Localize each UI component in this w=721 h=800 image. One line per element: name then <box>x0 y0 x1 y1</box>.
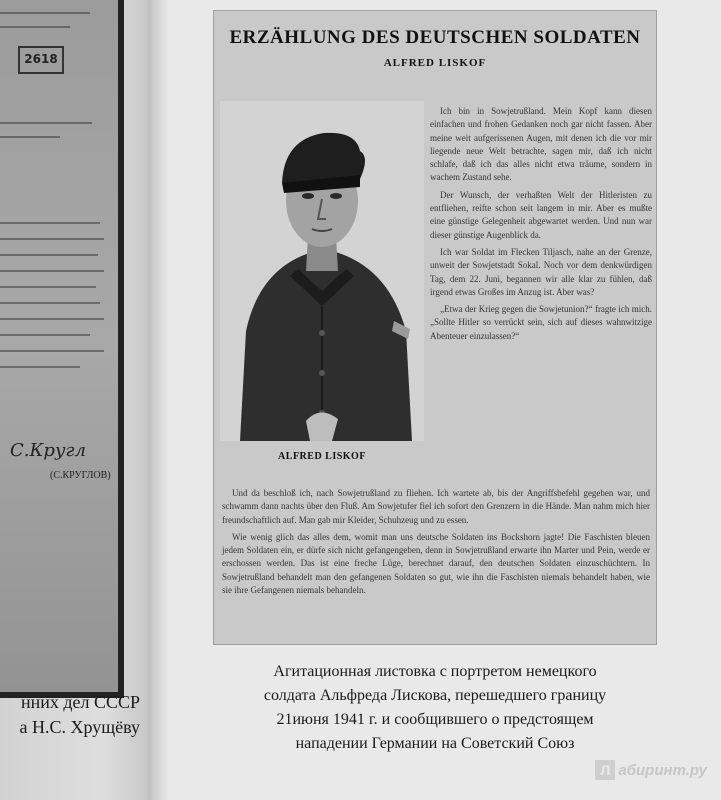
caption-line: солдата Альфреда Лискова, перешедшего границу <box>263 687 607 704</box>
propaganda-leaflet <box>213 10 657 645</box>
soldier-portrait <box>220 101 424 441</box>
labirint-watermark <box>595 760 707 780</box>
document-signature: С.Кругл <box>10 440 86 461</box>
document-stamp: 2618 <box>18 46 64 74</box>
leaflet-column-text <box>430 105 652 347</box>
leaflet-subtitle: ALFRED LISKOF <box>383 57 487 69</box>
leaflet-paragraph: Wie wenig glich das alles dem, womit man uns deutsche Soldaten ins Bockshorn jagte! Die Faschisten bleuen jedem Soldaten ein, er dürfe sich nicht gefangengeben, denn in Sowjetrußland erwarte ihn Marter und Pein, werde er erschossen werden. Das ist eine freche Lüge, berechnet darauf, den deutschen Soldaten einzuschüchtern. In Sowjetrußland behandelt man den gefangenen Soldaten so gut, wie ihn die Faschisten niemals behandelt haben, wie sie ihre Gefangenen niemals behandeln. <box>222 531 650 596</box>
left-caption-line: а Н.С. Хрущёву <box>19 717 140 737</box>
book-caption <box>196 660 674 756</box>
leaflet-paragraph: Und da beschloß ich, nach Sowjetrußland zu fliehen. Ich wartete ab, bis der Angriffsbefehl gegeben war, und schwamm dann nachts über den Fluß. Am Sowjetufer fiel ich sofort den Grenzern in die Hände. Man nahm mich hier freundschaftlich auf. Man gab mir Kleider, Schuhzeug und zu essen. <box>222 488 650 525</box>
watermark-text: абиринт.ру <box>618 761 707 779</box>
leaflet-paragraph: Ich war Soldat im Flecken Tiljasch, nahe an der Grenze, unweit der Sowjetstadt Sokal. Noch vor dem denkwürdigen Tag, dem 22. Juni, begannen wir alle klar zu fühlen, daß irgend etwas Großes im Anzug ist. Aber was? <box>430 246 652 297</box>
signature-name: (С.КРУГЛОВ) <box>50 470 111 481</box>
caption-line: 21июня 1941 г. и сообщившего о предстоящем <box>276 711 594 728</box>
leaflet-title: ERZÄHLUNG DES DEUTSCHEN SOLDATEN <box>229 27 641 48</box>
leaflet-paragraph: „Etwa der Krieg gegen die Sowjetunion?“ fragte ich mich. „Sollte Hitler so verrückt sein, sich auf dieses wahnwitzige Abenteuer einzulassen?“ <box>430 304 652 341</box>
left-page <box>0 0 148 800</box>
portrait-caption: ALFRED LISKOF <box>278 451 366 462</box>
caption-line: Агитационная листовка с портретом немецкого <box>273 663 597 680</box>
left-page-caption <box>0 690 140 740</box>
archive-document-photo <box>0 0 124 698</box>
caption-line: нападении Германии на Советский Союз <box>295 735 575 752</box>
leaflet-paragraph: Ich bin in Sowjetrußland. Mein Kopf kann diesen einfachen und frohen Gedanken noch gar nicht fassen. Aber meine weit aufgerissenen Augen, mit denen ich die vor mir liegende neue Welt betrachte, sagen mir, daß ich nicht schlafe, daß ich das alles nicht etwa träume, sondern in wachem Zustand sehe. <box>430 106 652 183</box>
book-gutter <box>148 0 168 800</box>
leaflet-wide-text <box>222 487 650 601</box>
leaflet-paragraph: Der Wunsch, der verhaßten Welt der Hitleristen zu entfliehen, reifte schon seit langem in mir. Aber es mußte eine günstige Gelegenheit abgewartet werden. Und nun war dieser günstige Augenblick da. <box>430 189 652 240</box>
labirint-logo-icon: Л <box>595 760 615 780</box>
left-caption-line: нних дел СССР <box>20 692 140 712</box>
